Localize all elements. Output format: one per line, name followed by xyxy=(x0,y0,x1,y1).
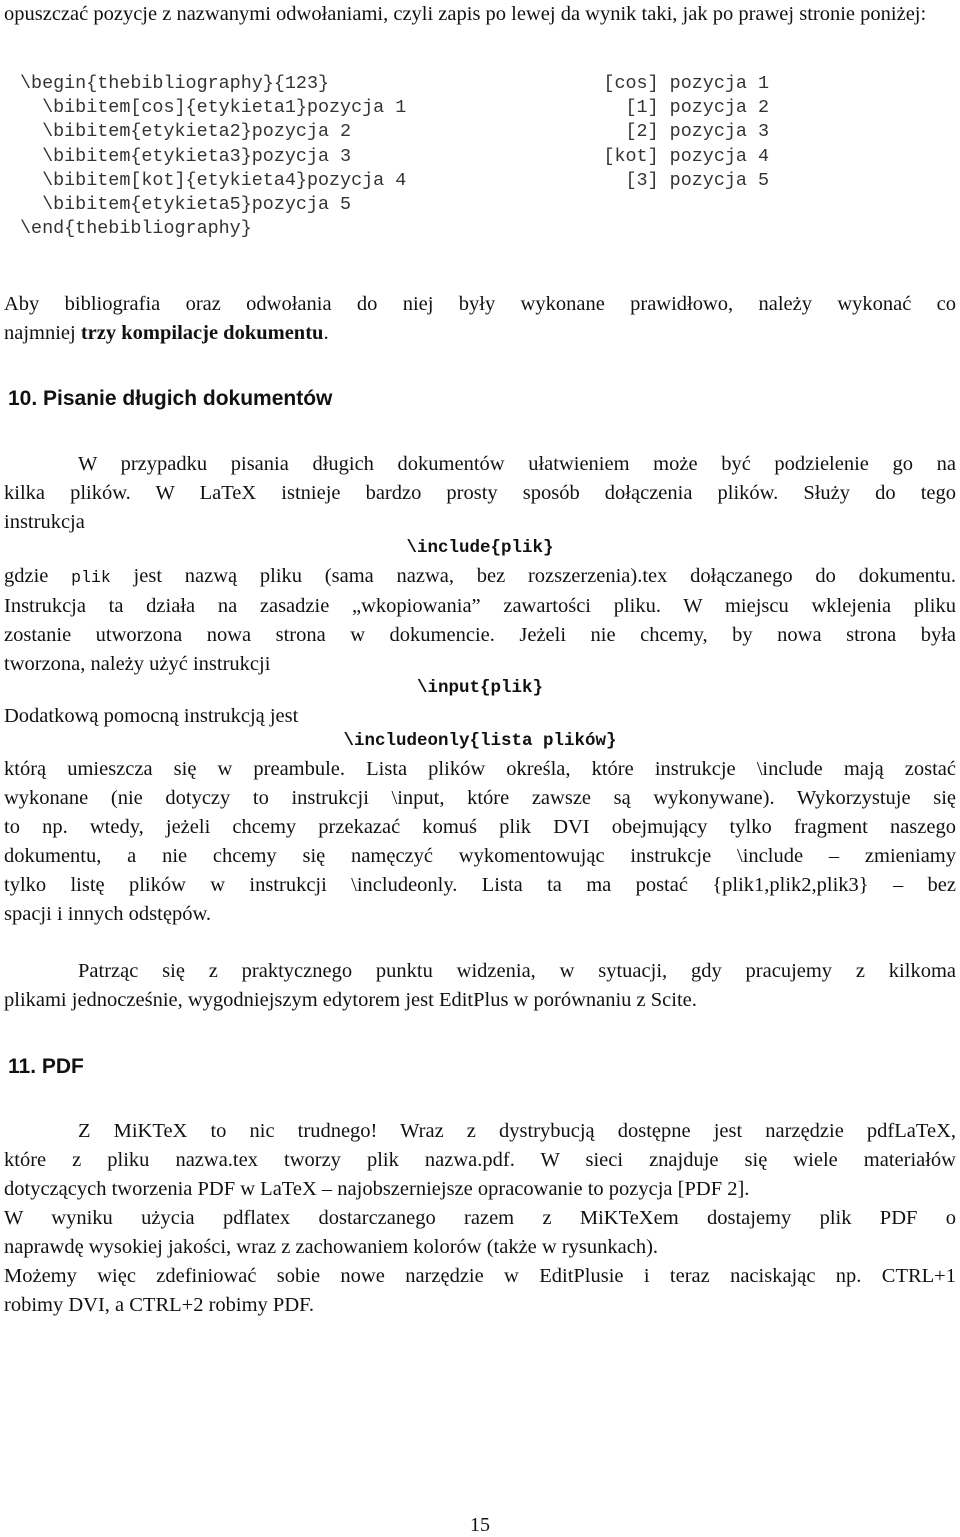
paragraph-text: jest nazwą pliku (sama nazwa, bez rozszerzenia).tex dołączanego do dokumentu. xyxy=(110,565,956,587)
section10-paragraph-1 xyxy=(4,450,956,537)
code-line: \bibitem[kot]{etykieta4}pozycja 4 xyxy=(20,169,407,191)
paragraph-line: robimy DVI, a CTRL+2 robimy PDF. xyxy=(4,1294,315,1316)
paragraph-line xyxy=(4,562,956,592)
note-text: najmniej xyxy=(4,322,81,344)
paragraph-line: W przypadku pisania długich dokumentów ułatwieniem może być podzielenie go na xyxy=(78,453,956,475)
paragraph-line: Instrukcja ta działa na zasadzie „wkopiowania” zawartości pliku. W miejscu wklejenia pliku xyxy=(4,595,956,617)
section10-paragraph-4 xyxy=(4,755,956,929)
output-line: [3] pozycja 5 xyxy=(603,169,769,191)
intro-text: opuszczać pozycje z nazwanymi odwołaniami, czyli zapis po lewej da wynik taki, jak po prawej stronie poniżej: xyxy=(4,3,927,25)
section11-paragraph-1 xyxy=(4,1117,956,1204)
command-includeonly: \includeonly{lista plików} xyxy=(343,731,617,751)
paragraph-line: spacji i innych odstępów. xyxy=(4,903,212,925)
code-line: \bibitem[cos]{etykieta1}pozycja 1 xyxy=(20,97,407,119)
section10-paragraph-3 xyxy=(4,702,956,731)
paragraph-line: dokumentu, a nie chcemy się namęczyć wykomentowując instrukcje \include – zmieniamy xyxy=(4,845,956,867)
bibliography-note xyxy=(4,290,956,348)
output-line: [1] pozycja 2 xyxy=(603,97,769,119)
paragraph-line: Patrząc się z praktycznego punktu widzenia, w sytuacji, gdy pracujemy z kilkoma xyxy=(78,960,956,982)
page-number: 15 xyxy=(470,1514,490,1536)
command-include: \include{plik} xyxy=(406,538,554,558)
section10-paragraph-2 xyxy=(4,562,956,679)
note-line: Aby bibliografia oraz odwołania do niej były wykonane prawidłowo, należy wykonać co xyxy=(4,293,956,315)
paragraph-line: instrukcja xyxy=(4,511,85,533)
section-heading-11: 11. PDF xyxy=(8,1055,84,1078)
code-line: \end{thebibliography} xyxy=(20,218,252,240)
inline-code: plik xyxy=(71,568,111,587)
intro-paragraph xyxy=(4,0,956,29)
paragraph-line: dotyczących tworzenia PDF w LaTeX – najobszerniejsze opracowanie to pozycja [PDF 2]. xyxy=(4,1178,750,1200)
paragraph-line: Dodatkową pomocną instrukcją jest xyxy=(4,705,299,727)
code-line: \bibitem{etykieta3}pozycja 3 xyxy=(20,145,352,167)
section11-paragraph-3 xyxy=(4,1262,956,1320)
paragraph-line: kilka plików. W LaTeX istnieje bardzo prosty sposób dołączenia plików. Służy do tego xyxy=(4,482,956,504)
bibliography-output xyxy=(579,72,839,193)
paragraph-line: to np. wtedy, jeżeli chcemy przekazać komuś plik DVI obejmujący tylko fragment naszego xyxy=(4,816,956,838)
note-text: . xyxy=(323,322,329,344)
paragraph-text: gdzie xyxy=(4,565,72,587)
section-heading-10: 10. Pisanie długich dokumentów xyxy=(8,387,333,410)
paragraph-line: które z pliku nazwa.tex tworzy plik nazwa.pdf. W sieci znajduje się wiele materiałów xyxy=(4,1149,956,1171)
output-line: [2] pozycja 3 xyxy=(603,121,769,143)
section11-paragraph-2 xyxy=(4,1204,956,1262)
paragraph-line: W wyniku użycia pdflatex dostarczanego razem z MiKTeXem dostajemy plik PDF o xyxy=(4,1207,956,1229)
note-line xyxy=(4,319,956,348)
paragraph-line: Z MiKTeX to nic trudnego! Wraz z dystrybucją dostępne jest narzędzie pdfLaTeX, xyxy=(78,1120,956,1142)
paragraph-line: tworzona, należy użyć instrukcji xyxy=(4,653,271,675)
paragraph-line: plikami jednocześnie, wygodniejszym edytorem jest EditPlus w porównaniu z Scite. xyxy=(4,989,697,1011)
paragraph-line: wykonane (nie dotyczy to instrukcji \input, które zawsze są wykonywane). Wykorzystuje się xyxy=(4,787,956,809)
output-line: [kot] pozycja 4 xyxy=(603,145,769,167)
command-input: \input{plik} xyxy=(416,678,544,698)
paragraph-line: zostanie utworzona nowa strona w dokumencie. Jeżeli nie chcemy, by nowa strona była xyxy=(4,624,956,646)
document-page xyxy=(4,0,956,1537)
bibliography-source-code xyxy=(20,72,540,241)
paragraph-line: Możemy więc zdefiniować sobie nowe narzędzie w EditPlusie i teraz naciskając np. CTRL+1 xyxy=(4,1265,956,1287)
code-line: \bibitem{etykieta5}pozycja 5 xyxy=(20,194,352,216)
code-line: \bibitem{etykieta2}pozycja 2 xyxy=(20,121,352,143)
paragraph-line: naprawdę wysokiej jakości, wraz z zachowaniem kolorów (także w rysunkach). xyxy=(4,1236,659,1258)
section10-paragraph-5 xyxy=(4,957,956,1015)
output-line: [cos] pozycja 1 xyxy=(603,73,769,94)
paragraph-line: którą umieszcza się w preambule. Lista plików określa, które instrukcje \include mają zostać xyxy=(4,758,956,780)
paragraph-line: tylko listę plików w instrukcji \includeonly. Lista ta ma postać {plik1,plik2,plik3} – bez xyxy=(4,874,956,896)
note-emphasis: trzy kompilacje dokumentu xyxy=(80,322,324,344)
code-line: \begin{thebibliography}{123} xyxy=(20,73,330,94)
